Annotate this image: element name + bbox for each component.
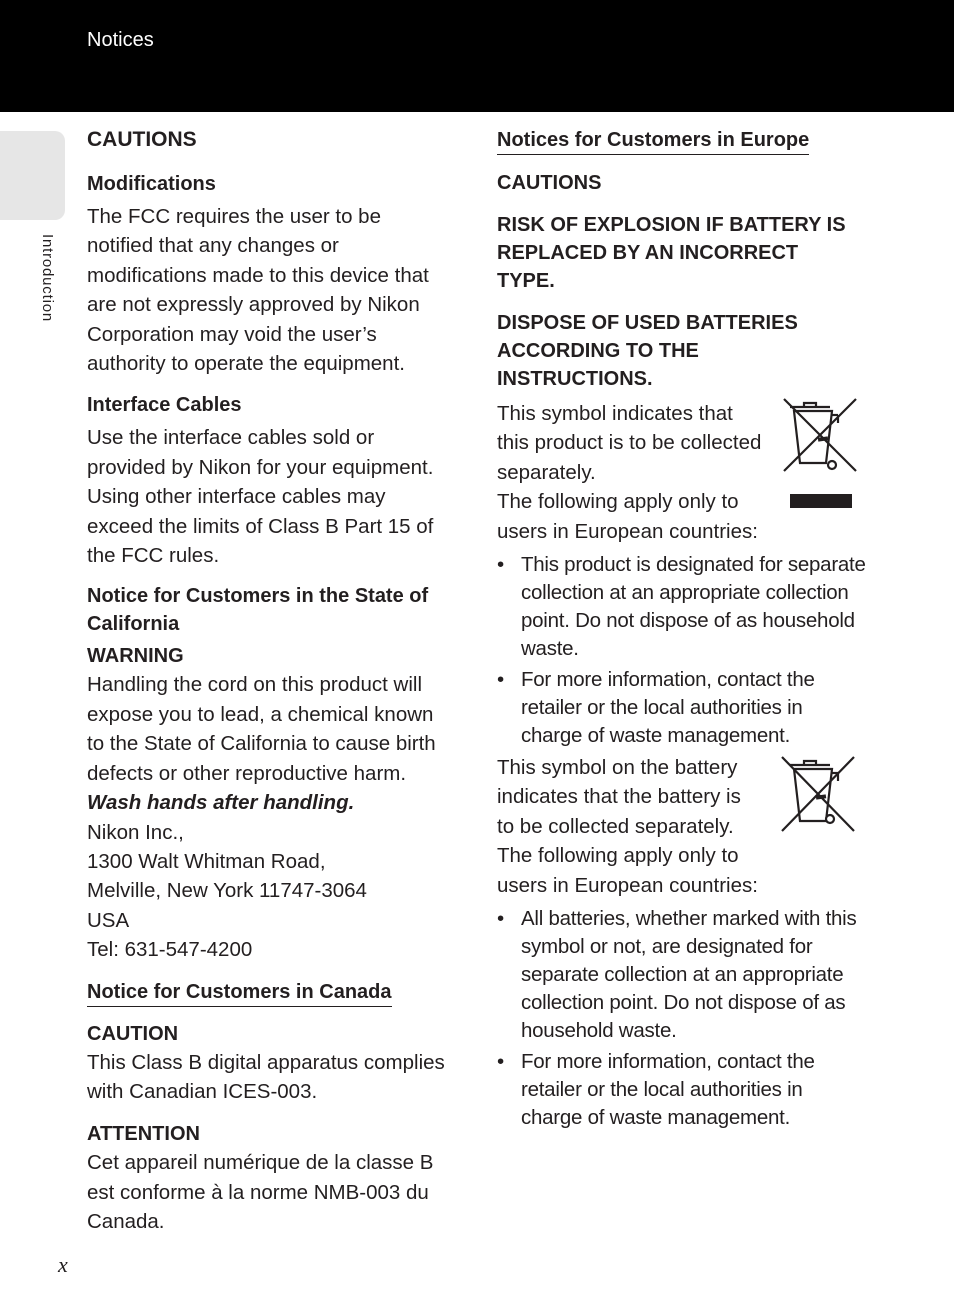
cautions-title: CAUTIONS (87, 128, 197, 151)
text-line: exceed the limits of Class B Part 15 of (87, 514, 434, 538)
risk-warning (497, 211, 869, 295)
modifications-heading: Modifications (87, 173, 216, 195)
crossed-out-wheelie-bin-icon (780, 753, 860, 835)
text-line: users in European countries: (497, 873, 758, 897)
text-line: users in European countries: (497, 519, 758, 543)
product-bullets (497, 551, 869, 750)
caution-label: CAUTION (87, 1022, 179, 1045)
canada-heading-text: Notice for Customers in Canada (87, 979, 392, 1007)
list-item: • This product is designated for separate collection at an appropriate collection point. Do not dispose of as household waste. (497, 551, 869, 663)
wash-hands-notice: Wash hands after handling. (87, 791, 355, 815)
heading-line: DISPOSE OF USED BATTERIES (497, 312, 798, 334)
text-line: to be collected separately. (497, 814, 734, 838)
chapter-label: Introduction (39, 234, 56, 322)
text-line: indicates that the battery is (497, 785, 741, 809)
battery-bullets (497, 905, 869, 1132)
text-line: with Canadian ICES-003. (87, 1079, 318, 1103)
text-line: This symbol on the battery (497, 756, 738, 780)
battery-symbol-text (497, 753, 769, 900)
text-line: The FCC requires the user to be (87, 205, 381, 228)
address-line: Nikon Inc., (87, 820, 184, 844)
chapter-tab (0, 131, 65, 220)
left-column (87, 124, 459, 1237)
text-line: Using other interface cables may (87, 485, 386, 509)
modifications-text (87, 202, 459, 378)
warning-label: WARNING (87, 645, 184, 668)
text-line: are not expressly approved by Nikon (87, 293, 420, 317)
address-line: Tel: 631-547-4200 (87, 938, 253, 962)
list-item: • All batteries, whether marked with this symbol or not, are designated for separate collection at an appropriate collection point. Do not dispose of as household waste. (497, 905, 869, 1045)
europe-heading-text: Notices for Customers in Europe (497, 127, 809, 155)
product-symbol-block (497, 399, 869, 546)
caution-text (87, 1048, 459, 1107)
dispose-warning (497, 309, 869, 393)
text-line: this product is to be collected (497, 431, 762, 455)
text-line: Corporation may void the user’s (87, 322, 377, 346)
product-symbol-text (497, 399, 769, 546)
text-line: authority to operate the equipment. (87, 352, 405, 376)
interface-heading: Interface Cables (87, 394, 242, 417)
text-line: separately. (497, 460, 596, 484)
address-line: USA (87, 908, 130, 932)
text-line: notified that any changes or (87, 234, 339, 258)
text-line: the FCC rules. (87, 544, 220, 568)
heading-line: California (87, 613, 180, 636)
battery-symbol-block (497, 753, 869, 900)
list-item: • For more information, contact the retailer or the local authorities in charge of waste management. (497, 1048, 869, 1132)
list-item: • For more information, contact the retailer or the local authorities in charge of waste management. (497, 666, 869, 750)
address-line: Melville, New York 11747-3064 (87, 879, 367, 903)
heading-line: INSTRUCTIONS. (497, 368, 653, 390)
interface-text (87, 423, 459, 570)
canada-heading (87, 978, 459, 1007)
text-line: est conforme à la norme NMB-003 du (87, 1180, 429, 1204)
text-line: Use the interface cables sold or (87, 426, 375, 450)
page-header (0, 0, 954, 112)
california-heading (87, 582, 459, 638)
heading-line: REPLACED BY AN INCORRECT (497, 242, 799, 264)
heading-line: Notice for Customers in the State of (87, 585, 429, 608)
heading-line: ACCORDING TO THE (497, 340, 699, 362)
address-line: 1300 Walt Whitman Road, (87, 849, 326, 873)
text-line: Cet appareil numérique de la classe B (87, 1151, 434, 1175)
europe-cautions-label: CAUTIONS (497, 172, 602, 194)
text-line: to the State of California to cause birth (87, 732, 436, 756)
crossed-out-wheelie-bin-icon (782, 395, 862, 511)
attention-text (87, 1148, 459, 1236)
right-column (497, 124, 869, 1135)
attention-label: ATTENTION (87, 1123, 200, 1146)
heading-line: RISK OF EXPLOSION IF BATTERY IS (497, 214, 846, 236)
text-line: modifications made to this device that (87, 263, 429, 287)
warning-text (87, 670, 459, 964)
page-number: x (58, 1252, 68, 1277)
text-line: expose you to lead, a chemical known (87, 702, 434, 726)
text-line: defects or other reproductive harm. (87, 761, 407, 785)
text-line: provided by Nikon for your equipment. (87, 455, 434, 479)
text-line: Canada. (87, 1210, 165, 1234)
text-line: This symbol indicates that (497, 402, 733, 425)
heading-line: TYPE. (497, 270, 555, 292)
header-title: Notices (87, 29, 154, 51)
text-line: The following apply only to (497, 844, 739, 868)
text-line: This Class B digital apparatus complies (87, 1050, 445, 1074)
text-line: The following apply only to (497, 490, 739, 514)
text-line: Handling the cord on this product will (87, 673, 423, 697)
europe-heading (497, 126, 869, 155)
